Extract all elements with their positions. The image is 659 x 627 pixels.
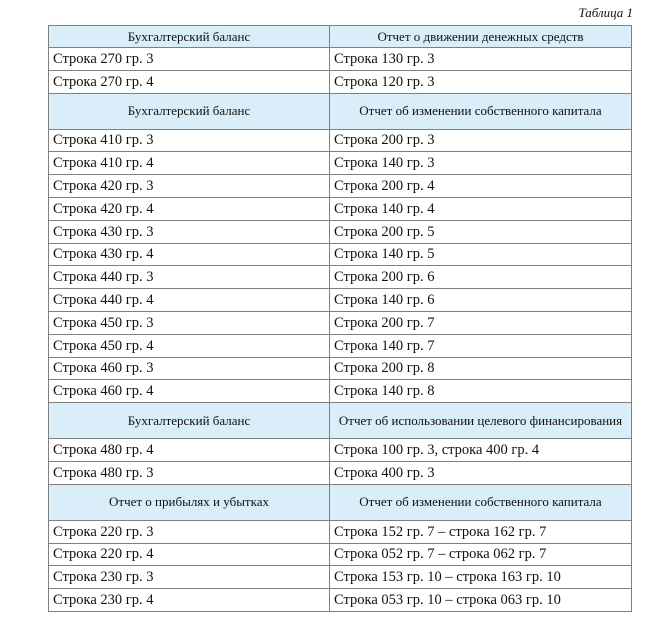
cell-source-line: Строка 460 гр. 4	[49, 380, 330, 403]
section-header-right: Отчет о движении денежных средств	[330, 26, 632, 48]
table-row	[49, 357, 632, 380]
cell-target-line: Строка 200 гр. 5	[330, 220, 632, 243]
cell-source-line: Строка 480 гр. 3	[49, 461, 330, 484]
cell-source-line: Строка 420 гр. 4	[49, 197, 330, 220]
cell-target-line: Строка 140 гр. 7	[330, 334, 632, 357]
cell-target-line: Строка 200 гр. 8	[330, 357, 632, 380]
cell-target-line: Строка 052 гр. 7 – строка 062 гр. 7	[330, 543, 632, 566]
cell-target-line: Строка 200 гр. 6	[330, 266, 632, 289]
section-header-row	[49, 93, 632, 129]
cell-source-line: Строка 410 гр. 3	[49, 129, 330, 152]
section-header-row	[49, 484, 632, 520]
cell-target-line: Строка 120 гр. 3	[330, 70, 632, 93]
table-row	[49, 266, 632, 289]
cell-source-line: Строка 460 гр. 3	[49, 357, 330, 380]
cell-source-line: Строка 430 гр. 4	[49, 243, 330, 266]
cell-source-line: Строка 230 гр. 4	[49, 589, 330, 612]
cell-target-line: Строка 400 гр. 3	[330, 461, 632, 484]
section-header-right: Отчет об изменении собственного капитала	[330, 484, 632, 520]
table-row	[49, 334, 632, 357]
table-row	[49, 589, 632, 612]
cell-source-line: Строка 220 гр. 3	[49, 520, 330, 543]
table-row	[49, 70, 632, 93]
table-row	[49, 543, 632, 566]
cell-target-line: Строка 200 гр. 3	[330, 129, 632, 152]
correspondence-table	[48, 25, 632, 612]
table-row	[49, 311, 632, 334]
cell-source-line: Строка 450 гр. 4	[49, 334, 330, 357]
cell-source-line: Строка 410 гр. 4	[49, 152, 330, 175]
table-row	[49, 520, 632, 543]
table-body	[49, 26, 632, 612]
section-header-right: Отчет об изменении собственного капитала	[330, 93, 632, 129]
cell-target-line: Строка 200 гр. 4	[330, 175, 632, 198]
table-row	[49, 48, 632, 71]
section-header-left: Бухгалтерский баланс	[49, 26, 330, 48]
cell-target-line: Строка 140 гр. 3	[330, 152, 632, 175]
cell-source-line: Строка 420 гр. 3	[49, 175, 330, 198]
table-row	[49, 129, 632, 152]
section-header-left: Бухгалтерский баланс	[49, 403, 330, 439]
table-caption: Таблица 1	[578, 5, 633, 20]
table-row	[49, 243, 632, 266]
cell-source-line: Строка 440 гр. 4	[49, 289, 330, 312]
cell-target-line: Строка 053 гр. 10 – строка 063 гр. 10	[330, 589, 632, 612]
table-row	[49, 152, 632, 175]
section-header-row	[49, 26, 632, 48]
table-row	[49, 289, 632, 312]
cell-source-line: Строка 270 гр. 3	[49, 48, 330, 71]
cell-source-line: Строка 480 гр. 4	[49, 439, 330, 462]
cell-source-line: Строка 220 гр. 4	[49, 543, 330, 566]
cell-target-line: Строка 140 гр. 6	[330, 289, 632, 312]
table-row	[49, 197, 632, 220]
cell-source-line: Строка 270 гр. 4	[49, 70, 330, 93]
section-header-left: Отчет о прибылях и убытках	[49, 484, 330, 520]
cell-source-line: Строка 450 гр. 3	[49, 311, 330, 334]
cell-target-line: Строка 140 гр. 5	[330, 243, 632, 266]
section-header-row	[49, 403, 632, 439]
cell-target-line: Строка 153 гр. 10 – строка 163 гр. 10	[330, 566, 632, 589]
section-header-left: Бухгалтерский баланс	[49, 93, 330, 129]
cell-target-line: Строка 100 гр. 3, строка 400 гр. 4	[330, 439, 632, 462]
table-row	[49, 220, 632, 243]
cell-target-line: Строка 152 гр. 7 – строка 162 гр. 7	[330, 520, 632, 543]
section-header-right: Отчет об использовании целевого финансирования	[330, 403, 632, 439]
table-row	[49, 461, 632, 484]
cell-target-line: Строка 200 гр. 7	[330, 311, 632, 334]
cell-source-line: Строка 230 гр. 3	[49, 566, 330, 589]
cell-target-line: Строка 140 гр. 8	[330, 380, 632, 403]
table-row	[49, 566, 632, 589]
table-row	[49, 175, 632, 198]
cell-source-line: Строка 430 гр. 3	[49, 220, 330, 243]
table-row	[49, 439, 632, 462]
table-row	[49, 380, 632, 403]
cell-source-line: Строка 440 гр. 3	[49, 266, 330, 289]
cell-target-line: Строка 130 гр. 3	[330, 48, 632, 71]
cell-target-line: Строка 140 гр. 4	[330, 197, 632, 220]
